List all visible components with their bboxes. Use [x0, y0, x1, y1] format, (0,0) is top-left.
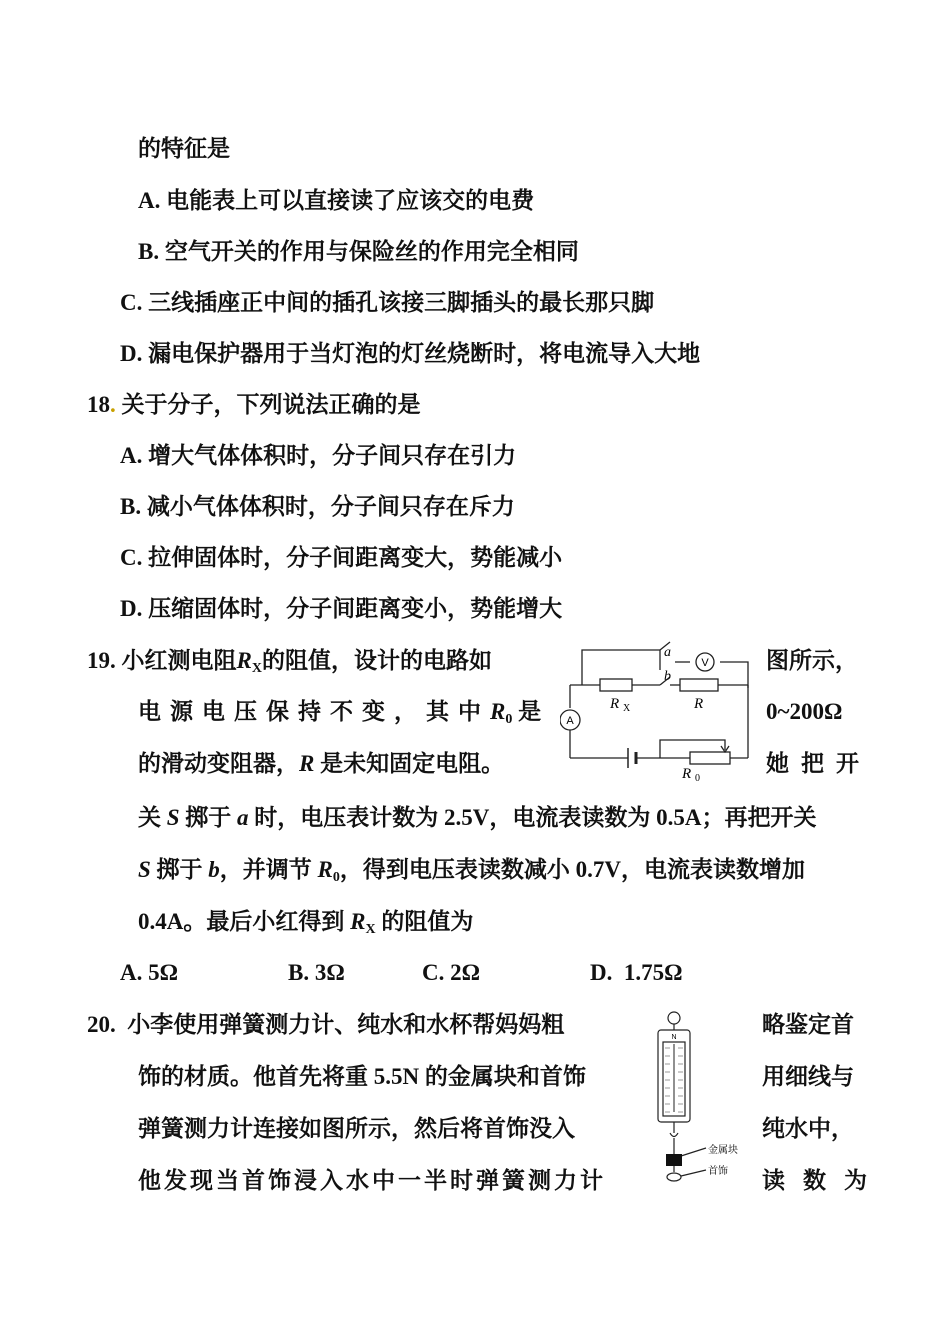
- scale-top-ring: [668, 1012, 680, 1024]
- q19-line5: S 掷于 b，并调节 $R_0$，得到电压表读数减小 0.7V，电流表读数增加: [138, 857, 806, 885]
- q20-line3-left: 弹簧测力计连接如图所示，然后将首饰没入: [138, 1116, 575, 1141]
- q20-line4-left: 他发现当首饰浸入水中一半时弹簧测力计: [138, 1168, 606, 1193]
- svg-text:A: A: [566, 715, 574, 727]
- q19-line3-right: 她把开: [766, 751, 871, 776]
- dot-mark: .: [110, 392, 116, 417]
- svg-text:0: 0: [695, 773, 700, 784]
- q17-option-b: B. 空气开关的作用与保险丝的作用完全相同: [138, 239, 579, 264]
- q19-option-d: D. 1.75Ω: [590, 960, 683, 985]
- svg-text:V: V: [701, 657, 709, 669]
- q19-line3-left: 的滑动变阻器，R 是未知固定电阻。: [138, 751, 505, 776]
- scale-hook: [670, 1133, 678, 1137]
- q19-circuit-diagram: [560, 640, 755, 785]
- q19-line2-right: 0~200Ω: [766, 699, 843, 724]
- q19-line1-right: 图所示，: [766, 648, 858, 673]
- svg-text:R: R: [610, 696, 620, 712]
- q19-line1-left: 19. 小红测电阻$R_X$的阻值，设计的电路如: [87, 648, 492, 676]
- svg-text:b: b: [664, 669, 671, 684]
- metal-block: [666, 1154, 682, 1166]
- wire-top-left: [582, 650, 660, 685]
- q19-line6: 0.4A。最后小红得到 $R_X$ 的阻值为: [138, 909, 474, 937]
- q20-spring-scale-diagram: [650, 1008, 750, 1198]
- svg-text:R: R: [694, 696, 704, 712]
- resistor-rx: [600, 679, 632, 691]
- wire-voltmeter-right: [720, 662, 748, 688]
- svg-text:R: R: [682, 766, 692, 782]
- q20-number: 20.: [87, 1012, 116, 1037]
- svg-text:金属块: 金属块: [708, 1145, 738, 1156]
- svg-text:首饰: 首饰: [708, 1166, 728, 1177]
- q17-option-a: A. 电能表上可以直接读了应该交的电费: [138, 188, 535, 213]
- q18-option-a: A. 增大气体体积时，分子间只存在引力: [120, 443, 517, 468]
- q18-option-b: B. 减小气体体积时，分子间只存在斥力: [120, 494, 515, 519]
- q20-line3-right: 纯水中，: [762, 1116, 854, 1141]
- svg-text:X: X: [623, 703, 631, 714]
- q17-stem-tail: 的特征是: [138, 136, 230, 161]
- q19-line2-left: 电源电压保持不变，其中$R_0$ 是: [138, 699, 542, 727]
- q19-line4: 关 S 掷于 a 时，电压表计数为 2.5V，电流表读数为 0.5A；再把开关: [138, 805, 817, 830]
- q20-line2-right: 用细线与: [762, 1064, 854, 1089]
- q18-option-d: D. 压缩固体时，分子间距离变小，势能增大: [120, 596, 563, 621]
- q17-option-c: C. 三线插座正中间的插孔该接三脚插头的最长那只脚: [120, 290, 655, 315]
- rheostat-r0: [690, 752, 730, 764]
- q19-option-a: A. 5Ω: [120, 960, 179, 985]
- q18-option-c: C. 拉伸固体时，分子间距离变大，势能减小: [120, 545, 563, 570]
- q20-line4-right: 读数为: [762, 1168, 885, 1193]
- q17-option-d: D. 漏电保护器用于当灯泡的灯丝烧断时，将电流导入大地: [120, 341, 701, 366]
- q20-line1-right: 略鉴定首: [762, 1012, 854, 1037]
- q20-line1-left: 20. 小李使用弹簧测力计、纯水和水杯帮妈妈粗: [87, 1012, 565, 1037]
- q18-stem: 18. 关于分子，下列说法正确的是: [87, 392, 421, 417]
- svg-text:a: a: [664, 645, 671, 660]
- q19-option-b: B. 3Ω: [288, 960, 345, 985]
- jewelry-shape: [667, 1173, 681, 1181]
- resistor-r: [680, 679, 718, 691]
- q19-option-c: C. 2Ω: [422, 960, 481, 985]
- svg-text:N: N: [671, 1034, 677, 1041]
- q19-number: 19.: [87, 648, 116, 673]
- q18-number: 18: [87, 392, 110, 417]
- q20-line2-left: 饰的材质。他首先将重 5.5N 的金属块和首饰: [138, 1064, 586, 1089]
